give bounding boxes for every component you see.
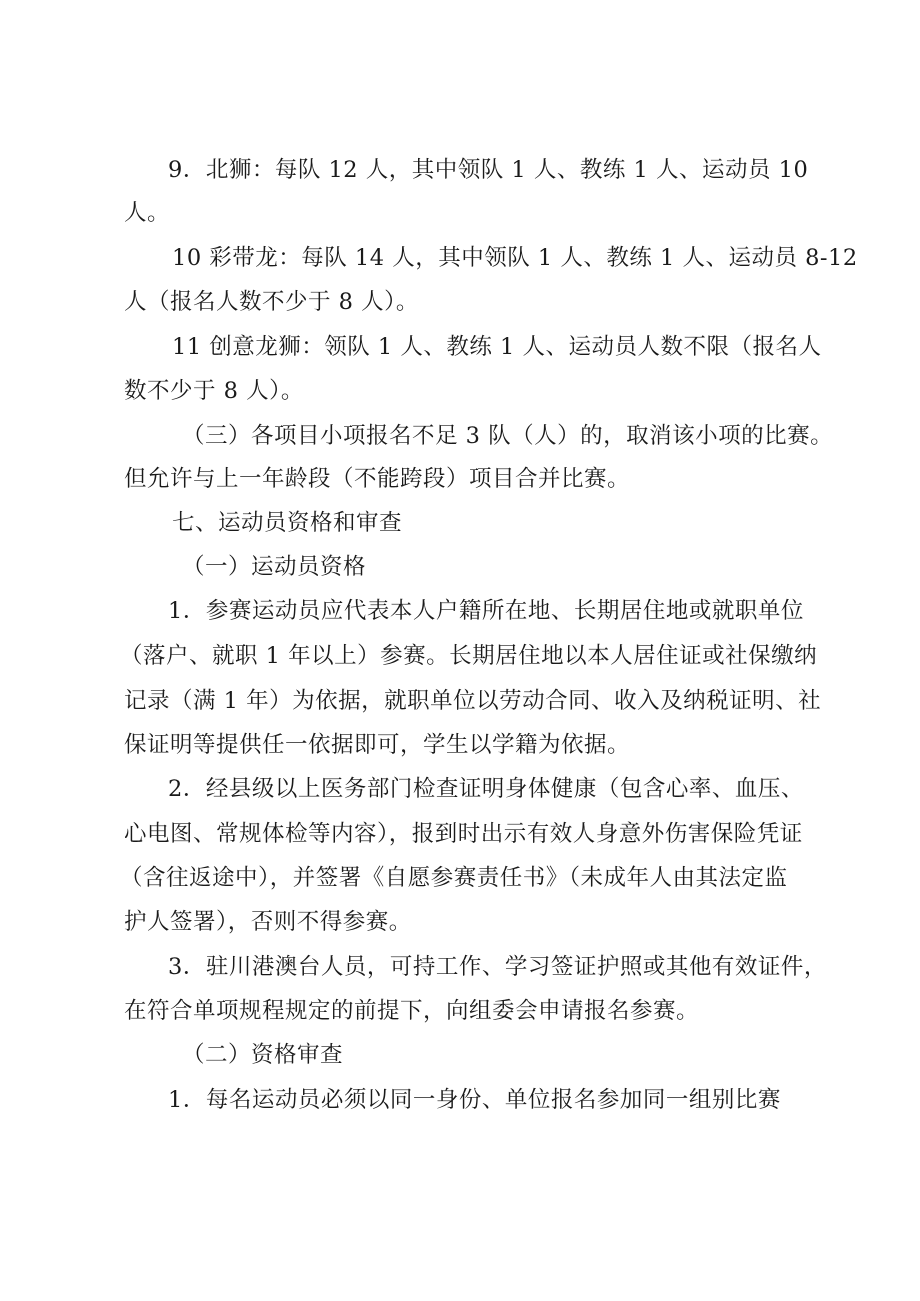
- text-line-7: （三）各项目小项报名不足 3 队（人）的，取消该小项的比赛。: [182, 423, 834, 449]
- text-line-20: 在符合单项规程规定的前提下，向组委会申请报名参赛。: [124, 998, 700, 1024]
- text-line-5: 11 创意龙狮：领队 1 人、教练 1 人、运动员人数不限（报名人: [172, 334, 822, 360]
- text-line-16: 心电图、常规体检等内容），报到时出示有效人身意外伤害保险凭证: [124, 821, 803, 847]
- text-line-8: 但允许与上一年龄段（不能跨段）项目合并比赛。: [124, 466, 631, 492]
- text-line-6: 数不少于 8 人）。: [124, 378, 304, 404]
- text-line-1: 9．北狮：每队 12 人，其中领队 1 人、教练 1 人、运动员 10: [168, 157, 809, 183]
- subsection-heading-two: （二）资格审查: [182, 1042, 344, 1068]
- text-line-2: 人。: [124, 200, 171, 226]
- text-line-14: 保证明等提供任一依据即可，学生以学籍为依据。: [124, 732, 631, 758]
- subsection-heading-one: （一）运动员资格: [182, 554, 367, 580]
- text-line-17: （含往返途中），并签署《自愿参赛责任书》（未成年人由其法定监: [120, 865, 788, 891]
- text-line-11: 1．参赛运动员应代表本人户籍所在地、长期居住地或就职单位: [168, 598, 804, 624]
- section-heading-seven: 七、运动员资格和审查: [172, 510, 403, 536]
- text-line-13: 记录（满 1 年）为依据，就职单位以劳动合同、收入及纳税证明、社: [124, 688, 822, 714]
- text-line-18: 护人签署），否则不得参赛。: [124, 909, 412, 935]
- text-line-19: 3．驻川港澳台人员，可持工作、学习签证护照或其他有效证件，: [168, 954, 827, 980]
- text-line-4: 人（报名人数不少于 8 人）。: [124, 289, 419, 315]
- text-line-12: （落户、就职 1 年以上）参赛。长期居住地以本人居住证或社保缴纳: [120, 643, 818, 669]
- text-line-15: 2．经县级以上医务部门检查证明身体健康（包含心率、血压、: [168, 776, 804, 802]
- text-line-3: 10 彩带龙：每队 14 人，其中领队 1 人、教练 1 人、运动员 8-12: [172, 245, 858, 271]
- text-line-22: 1．每名运动员必须以同一身份、单位报名参加同一组别比赛: [168, 1087, 781, 1113]
